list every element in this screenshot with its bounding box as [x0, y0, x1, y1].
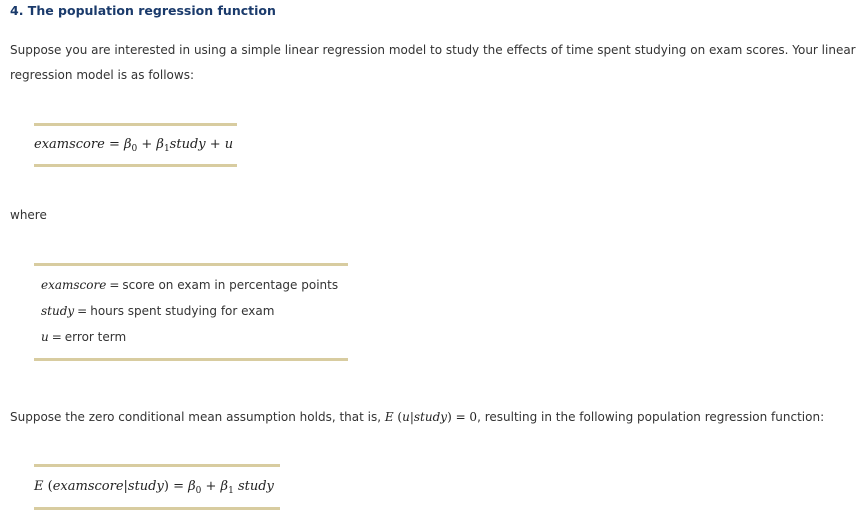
assumption-close: ): [447, 410, 452, 424]
definition-text: error term: [64, 330, 127, 344]
prf-E: E: [34, 479, 44, 494]
prf-beta0-sub: 0: [195, 486, 202, 496]
definition-text: score on exam in percentage points: [122, 278, 339, 292]
prf-close: ): [163, 479, 169, 494]
prf-lhs: examscore: [52, 479, 124, 494]
prf-equation-box: [34, 464, 280, 510]
assumption-before: Suppose the zero conditional mean assumption holds, that is,: [10, 410, 385, 424]
model-var: study: [169, 137, 206, 152]
prf-plus: +: [205, 479, 217, 494]
model-error: u: [224, 137, 234, 152]
intro-line-2: regression model is as follows:: [10, 68, 195, 82]
definition-row-study: [41, 304, 274, 318]
model-equals: =: [108, 137, 120, 152]
model-lhs: examscore: [34, 137, 105, 152]
section-heading: 4. The population regression function: [10, 3, 276, 18]
definition-symbol: u: [41, 330, 49, 344]
model-beta1-sub: 1: [163, 144, 170, 154]
model-plus-1: +: [141, 137, 153, 152]
assumption-math: [385, 410, 477, 424]
prf-beta0: β: [188, 479, 196, 494]
model-beta1: β: [156, 137, 164, 152]
intro-line-1: Suppose you are interested in using a simple linear regression model to study the effects of time spent studying on exam scores. Your linear: [10, 43, 856, 57]
definition-symbol: examscore: [41, 278, 107, 292]
prf-beta1: β: [220, 479, 229, 494]
intro-paragraph: [10, 38, 865, 88]
model-beta0: β: [123, 137, 132, 152]
assumption-open: (: [393, 410, 403, 424]
definition-separator: =: [77, 304, 88, 318]
assumption-bar: |: [409, 410, 414, 424]
assumption-E: E: [384, 410, 394, 424]
model-equation-box: [34, 123, 237, 167]
definition-symbol: study: [41, 304, 75, 318]
definition-text: hours spent studying for exam: [90, 304, 275, 318]
prf-equation: [34, 479, 274, 494]
prf-equals: =: [173, 479, 184, 494]
assumption-after: , resulting in the following population regression function:: [477, 410, 825, 424]
assumption-paragraph: [10, 405, 865, 430]
assumption-u: u: [402, 410, 410, 424]
model-plus-2: +: [209, 137, 221, 152]
definition-separator: =: [109, 278, 120, 292]
prf-var: study: [237, 479, 274, 494]
definition-separator: =: [51, 330, 62, 344]
definitions-box: [34, 263, 348, 361]
prf-open: (: [43, 479, 53, 494]
assumption-eq: = 0: [451, 410, 478, 424]
assumption-study: study: [413, 410, 448, 424]
prf-cond: study: [127, 479, 164, 494]
definition-row-examscore: [41, 278, 338, 292]
where-label: where: [10, 208, 47, 222]
prf-bar: |: [123, 479, 128, 494]
model-equation: [34, 137, 233, 152]
prf-beta1-sub: 1: [228, 486, 234, 496]
definition-row-u: [41, 330, 126, 344]
model-beta0-sub: 0: [131, 144, 138, 154]
